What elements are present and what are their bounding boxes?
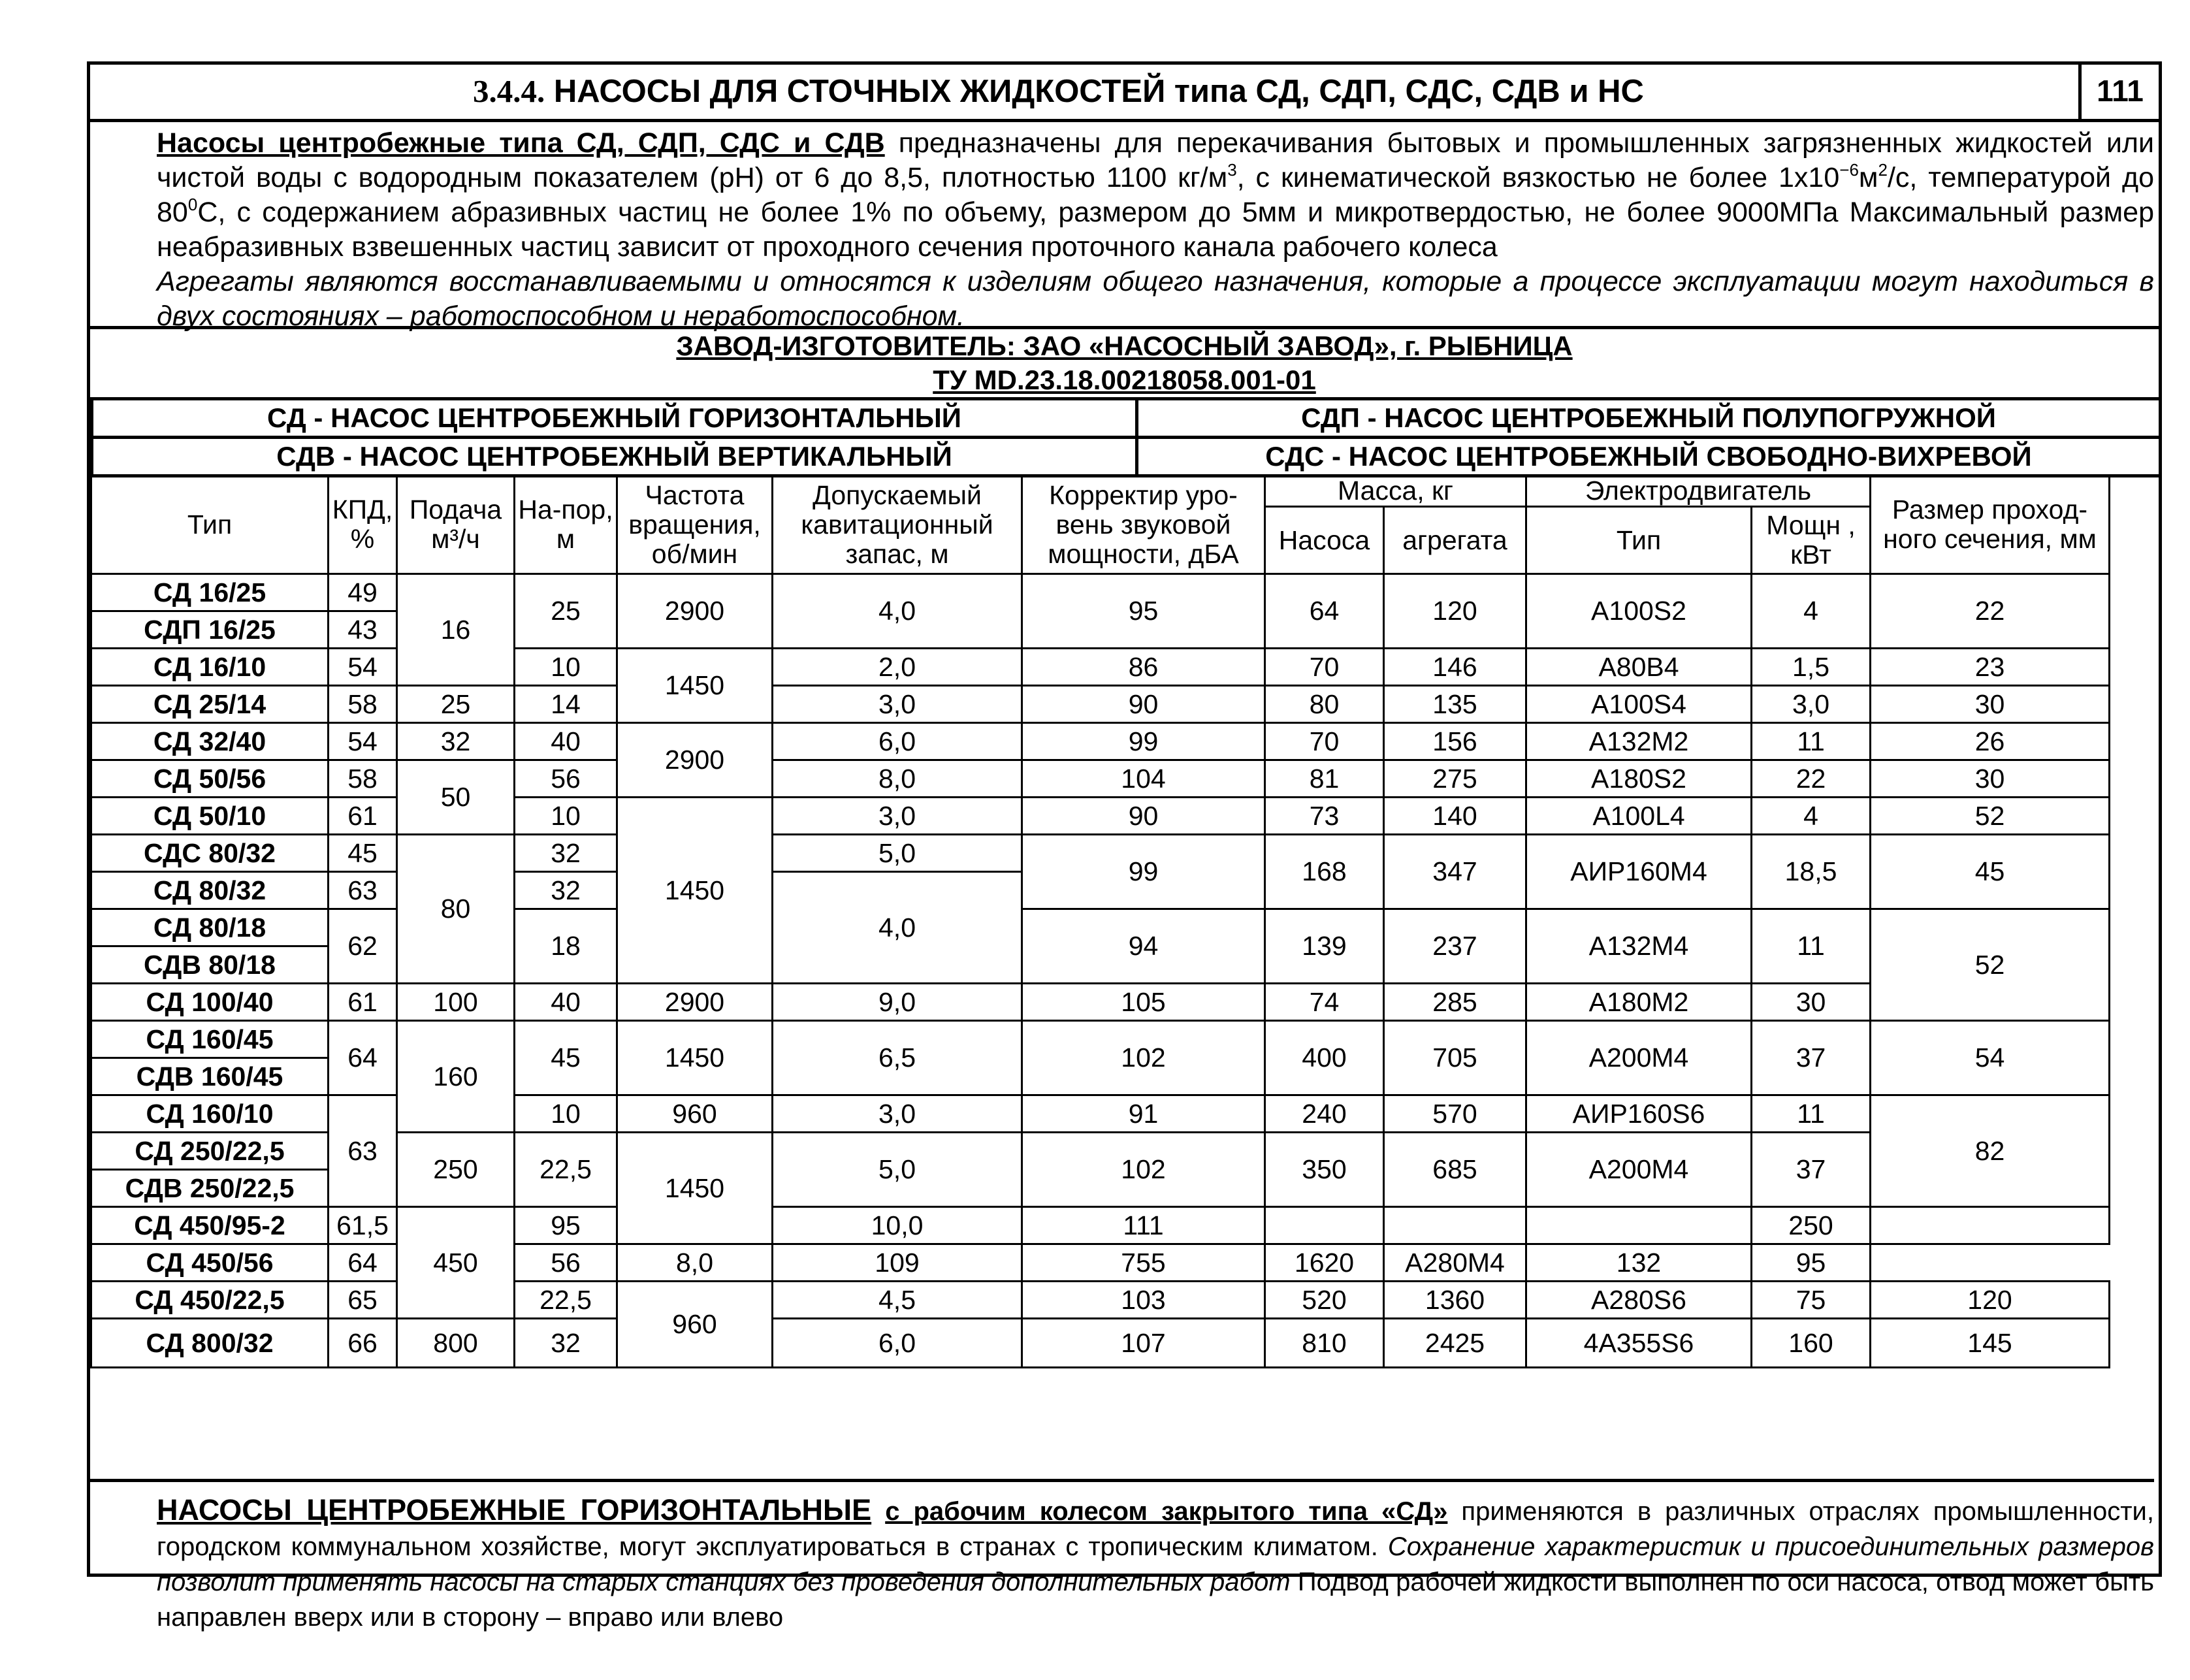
speed-cell: 1450 [617,649,773,723]
motor-type-cell: А132М2 [1526,723,1752,760]
mass-unit-cell: 1360 [1384,1282,1526,1319]
passage-cell: 52 [1871,798,2110,835]
noise-cell: 107 [1022,1319,1265,1368]
motor-power-cell: 75 [1752,1282,1871,1319]
kpd-cell: 58 [329,686,397,723]
type-sdv: СДВ - НАСОС ЦЕНТРОБЕЖНЫЙ ВЕРТИКАЛЬНЫЙ [92,438,1137,476]
type-cell: СД 32/40 [91,723,329,760]
head-cell: 32 [515,1319,617,1368]
passage-cell: 52 [1871,909,2110,1021]
motor-type-cell: А200М4 [1526,1133,1752,1207]
motor-power-cell: 37 [1752,1133,1871,1207]
mass-pump-cell: 64 [1265,574,1384,649]
passage-cell: 120 [1871,1282,2110,1319]
npsh-cell: 5,0 [773,1133,1022,1207]
speed-cell: 960 [617,1095,773,1133]
head-cell: 18 [515,909,617,984]
passage-cell: 30 [1871,686,2110,723]
noise-cell: 94 [1022,909,1265,984]
motor-power-cell: 160 [1752,1319,1871,1368]
kpd-cell: 63 [329,1095,397,1207]
head-cell: 14 [515,686,617,723]
pump-specs-table [90,474,2110,1368]
col-passage-header: Размер проход-ного сечения, мм [1871,476,2110,574]
mass-unit-cell: 1620 [1265,1244,1384,1282]
mass-pump-cell: 168 [1265,835,1384,909]
motor-power-cell: 132 [1526,1244,1752,1282]
noise-cell: 91 [1022,1095,1265,1133]
motor-power-cell: 37 [1752,1021,1871,1095]
head-cell: 10 [515,1095,617,1133]
kpd-cell: 58 [329,760,397,798]
footer-text [90,1479,2154,1635]
footer-italic: Сохранение характеристик и присоединительных размеров позволит применять насосы на старых станциях без проведения дополнительных работ [157,1532,2154,1596]
mass-unit-cell: 237 [1384,909,1526,984]
type-cell: СД 160/10 [91,1095,329,1133]
type-cell: СД 80/32 [91,872,329,909]
motor-type-cell: А180S2 [1526,760,1752,798]
head-cell: 25 [515,574,617,649]
head-cell: 56 [515,760,617,798]
type-cell: СД 80/18 [91,909,329,946]
intro-italic-paragraph: Агрегаты являются восстанавливаемыми и относятся к изделиям общего назначения, которые а процессе эксплуатации могут находиться в двух состояниях – работоспособном и неработоспособном. [157,266,2154,332]
col-head-header: На-пор, м [515,476,617,574]
passage-cell: 26 [1871,723,2110,760]
motor-type-cell: А100S2 [1526,574,1752,649]
kpd-cell: 54 [329,723,397,760]
intro-sup1: 3 [1227,160,1237,180]
flow-cell: 250 [397,1133,515,1207]
head-cell: 32 [515,872,617,909]
mass-unit-cell: 275 [1384,760,1526,798]
motor-power-cell: 4 [1752,798,1871,835]
kpd-cell: 43 [329,611,397,649]
passage-cell: 82 [1871,1095,2110,1207]
type-cell: СД 16/25 [91,574,329,611]
section-number: 3.4.4. [473,73,545,109]
type-cell: СДП 16/25 [91,611,329,649]
speed-cell: 960 [617,1282,773,1368]
kpd-cell: 45 [329,835,397,872]
type-cell: СДВ 250/22,5 [91,1170,329,1207]
intro-text2: , с кинематической вязкостью не более 1х10 [1236,162,1840,193]
mass-unit-cell: 570 [1384,1095,1526,1133]
col-mass-pump-header: Насоса [1265,507,1384,574]
col-mass-header: Масса, кг [1265,476,1526,507]
intro-paragraph [90,126,2154,265]
motor-type-cell: АИР160М4 [1526,835,1752,909]
passage-cell: 23 [1871,649,2110,686]
npsh-cell: 8,0 [773,760,1022,798]
passage-cell: 22 [1871,574,2110,649]
motor-power-cell: 11 [1752,723,1871,760]
motor-type-cell: А100L4 [1526,798,1752,835]
footer-text2: Подвод рабочей жидкости выполнен по оси насоса, отвод может быть направлен вверх или в сторону – вправо или влево [157,1568,2154,1632]
flow-cell: 450 [397,1207,515,1319]
mass-pump-cell: 810 [1265,1319,1384,1368]
mass-pump-cell: 139 [1265,909,1384,984]
type-sds: СДС - НАСОС ЦЕНТРОБЕЖНЫЙ СВОБОДНО-ВИХРЕВОЙ [1137,438,2161,476]
npsh-cell: 6,0 [773,1319,1022,1368]
speed-cell: 2900 [617,574,773,649]
motor-power-cell: 30 [1752,984,1871,1021]
intro-text [90,126,2154,334]
head-cell: 56 [515,1244,617,1282]
npsh-cell: 8,0 [617,1244,773,1282]
speed-cell: 2900 [617,723,773,798]
mass-unit-cell: 120 [1384,574,1526,649]
speed-cell: 1450 [617,798,773,984]
page-header [90,65,2159,122]
section-title-text: НАСОСЫ ДЛЯ СТОЧНЫХ ЖИДКОСТЕЙ типа СД, СДП, СДС, СДВ и НС [553,74,1644,109]
motor-power-cell: 18,5 [1752,835,1871,909]
motor-power-cell: 250 [1752,1207,1871,1244]
motor-power-cell: 3,0 [1752,686,1871,723]
type-cell: СД 16/10 [91,649,329,686]
speed-cell: 1450 [617,1133,773,1244]
kpd-cell: 54 [329,649,397,686]
mass-pump-cell: 74 [1265,984,1384,1021]
motor-power-cell: 4 [1752,574,1871,649]
col-motor-type-header: Тип [1526,507,1752,574]
npsh-cell: 4,0 [773,872,1022,984]
page-number: 111 [2078,65,2159,119]
col-type-header: Тип [91,476,329,574]
passage-cell: 30 [1871,760,2110,798]
head-cell: 10 [515,649,617,686]
mass-unit-cell: 135 [1384,686,1526,723]
npsh-cell: 4,0 [773,574,1022,649]
kpd-cell: 65 [329,1282,397,1319]
noise-cell: 99 [1022,723,1265,760]
flow-cell: 100 [397,984,515,1021]
col-kpd-header: КПД, % [329,476,397,574]
motor-type-cell: А280S6 [1526,1282,1752,1319]
kpd-cell: 66 [329,1319,397,1368]
speed-cell: 2900 [617,984,773,1021]
intro-text4: /с, температурой до 80 [157,162,2155,228]
motor-type-cell: А180М2 [1526,984,1752,1021]
type-cell: СД 50/56 [91,760,329,798]
head-cell: 45 [515,1021,617,1095]
mass-unit-cell: 285 [1384,984,1526,1021]
npsh-cell: 3,0 [773,686,1022,723]
head-cell: 40 [515,984,617,1021]
motor-power-cell: 11 [1752,1095,1871,1133]
type-cell: СД 25/14 [91,686,329,723]
pump-types-table [90,397,2162,477]
noise-cell: 104 [1022,760,1265,798]
npsh-cell: 9,0 [773,984,1022,1021]
passage-cell [1871,1207,2110,1244]
kpd-cell: 61 [329,984,397,1021]
kpd-cell: 62 [329,909,397,984]
type-cell: СД 160/45 [91,1021,329,1058]
motor-power-cell: 1,5 [1752,649,1871,686]
kpd-cell: 64 [329,1021,397,1095]
type-cell: СДВ 80/18 [91,946,329,984]
motor-type-cell [1526,1207,1752,1244]
footer-text1: применяются в различных отраслях промышленности, городском коммунальном хозяйстве, могут эксплуатироваться в странах с тропическим климатом. [157,1497,2154,1561]
mass-pump-cell: 350 [1265,1133,1384,1207]
passage-cell: 54 [1871,1021,2110,1095]
type-cell: СДС 80/32 [91,835,329,872]
motor-type-cell: А280М4 [1384,1244,1526,1282]
noise-cell: 99 [1022,835,1265,909]
motor-power-cell: 22 [1752,760,1871,798]
flow-cell: 16 [397,574,515,686]
footer-paragraph [90,1493,2154,1635]
intro-lead: Насосы центробежные типа СД, СДП, СДС и СДВ [157,127,885,159]
head-cell: 10 [515,798,617,835]
mass-pump-cell: 240 [1265,1095,1384,1133]
noise-cell: 103 [1022,1282,1265,1319]
npsh-cell: 4,5 [773,1282,1022,1319]
mass-unit-cell: 347 [1384,835,1526,909]
type-cell: СД 100/40 [91,984,329,1021]
manufacturer-block [90,326,2159,398]
kpd-cell: 63 [329,872,397,909]
npsh-cell: 3,0 [773,798,1022,835]
motor-type-cell: А132М4 [1526,909,1752,984]
manufacturer-spec: ТУ MD.23.18.00218058.001-01 [933,364,1316,395]
intro-sup3: 2 [1878,160,1888,180]
col-npsh-header: Допускаемый кавитационный запас, м [773,476,1022,574]
passage-cell: 95 [1752,1244,1871,1282]
section-title [473,73,1644,110]
noise-cell: 111 [1022,1207,1265,1244]
flow-cell: 32 [397,723,515,760]
mass-unit-cell [1384,1207,1526,1244]
noise-cell: 90 [1022,798,1265,835]
kpd-cell: 61 [329,798,397,835]
motor-type-cell: А200М4 [1526,1021,1752,1095]
mass-unit-cell: 146 [1384,649,1526,686]
npsh-cell: 3,0 [773,1095,1022,1133]
noise-cell: 86 [1022,649,1265,686]
mass-unit-cell: 156 [1384,723,1526,760]
npsh-cell: 2,0 [773,649,1022,686]
noise-cell: 95 [1022,574,1265,649]
flow-cell: 800 [397,1319,515,1368]
mass-unit-cell: 705 [1384,1021,1526,1095]
flow-cell: 50 [397,760,515,835]
col-mass-unit-header: агрегата [1384,507,1526,574]
type-cell: СД 50/10 [91,798,329,835]
page-frame [87,61,2162,1632]
manufacturer-name: ЗАВОД-ИЗГОТОВИТЕЛЬ: ЗАО «НАСОСНЫЙ ЗАВОД», г. РЫБНИЦА [676,331,1573,361]
noise-cell: 90 [1022,686,1265,723]
type-cell: СД 450/95-2 [91,1207,329,1244]
passage-cell: 45 [1871,835,2110,909]
footer-lead2: с рабочим колесом закрытого типа «СД» [885,1497,1448,1526]
kpd-cell: 64 [329,1244,397,1282]
motor-type-cell: АИР160S6 [1526,1095,1752,1133]
type-cell: СД 450/22,5 [91,1282,329,1319]
footer-lead: НАСОСЫ ЦЕНТРОБЕЖНЫЕ ГОРИЗОНТАЛЬНЫЕ [157,1493,872,1527]
type-cell: СД 250/22,5 [91,1133,329,1170]
col-motor-power-header: Мощн , кВт [1752,507,1871,574]
mass-pump-cell: 73 [1265,798,1384,835]
intro-sup2: −6 [1839,160,1859,180]
type-sdp: СДП - НАСОС ЦЕНТРОБЕЖНЫЙ ПОЛУПОГРУЖНОЙ [1137,399,2161,438]
npsh-cell: 6,0 [773,723,1022,760]
passage-cell: 145 [1871,1319,2110,1368]
npsh-cell: 5,0 [773,835,1022,872]
head-cell: 22,5 [515,1282,617,1319]
flow-cell: 25 [397,686,515,723]
kpd-cell: 49 [329,574,397,611]
head-cell: 40 [515,723,617,760]
motor-type-cell: А80В4 [1526,649,1752,686]
mass-pump-cell: 400 [1265,1021,1384,1095]
col-noise-header: Корректир уро-вень звуковой мощности, дБА [1022,476,1265,574]
motor-type-cell: А100S4 [1526,686,1752,723]
noise-cell: 102 [1022,1133,1265,1207]
col-speed-header: Частота вращения, об/мин [617,476,773,574]
noise-cell: 105 [1022,984,1265,1021]
type-cell: СДВ 160/45 [91,1058,329,1095]
intro-text5: С, с содержанием абразивных частиц не более 1% по объему, размером до 5мм и микротвердостью, не более 9000МПа Максимальный размер неабразивных взвешенных частиц зависит от проходного сечения проточного канала рабочего колеса [157,197,2154,263]
npsh-cell: 10,0 [773,1207,1022,1244]
flow-cell: 80 [397,835,515,984]
type-cell: СД 450/56 [91,1244,329,1282]
mass-pump-cell [1265,1207,1384,1244]
kpd-cell: 61,5 [329,1207,397,1244]
npsh-cell: 6,5 [773,1021,1022,1095]
intro-text3: м [1858,162,1878,193]
mass-unit-cell: 140 [1384,798,1526,835]
mass-unit-cell: 2425 [1384,1319,1526,1368]
mass-pump-cell: 70 [1265,723,1384,760]
col-motor-header: Электродвигатель [1526,476,1871,507]
intro-text1: предназначены для перекачивания бытовых и промышленных загрязненных жидкостей или чистой воды с водородным показателем (рН) от 6 до 8,5, плотностью 1100 кг/м [157,127,2154,193]
flow-cell: 160 [397,1021,515,1133]
col-flow-header: Подача м³/ч [397,476,515,574]
type-sd: СД - НАСОС ЦЕНТРОБЕЖНЫЙ ГОРИЗОНТАЛЬНЫЙ [92,399,1137,438]
mass-unit-cell: 685 [1384,1133,1526,1207]
motor-power-cell: 11 [1752,909,1871,984]
noise-cell: 102 [1022,1021,1265,1095]
noise-cell: 109 [773,1244,1022,1282]
type-cell: СД 800/32 [91,1319,329,1368]
head-cell: 95 [515,1207,617,1244]
mass-pump-cell: 755 [1022,1244,1265,1282]
intro-sup4: 0 [187,195,198,214]
motor-type-cell: 4А355S6 [1526,1319,1752,1368]
speed-cell: 1450 [617,1021,773,1095]
mass-pump-cell: 70 [1265,649,1384,686]
mass-pump-cell: 520 [1265,1282,1384,1319]
mass-pump-cell: 80 [1265,686,1384,723]
head-cell: 22,5 [515,1133,617,1207]
mass-pump-cell: 81 [1265,760,1384,798]
head-cell: 32 [515,835,617,872]
